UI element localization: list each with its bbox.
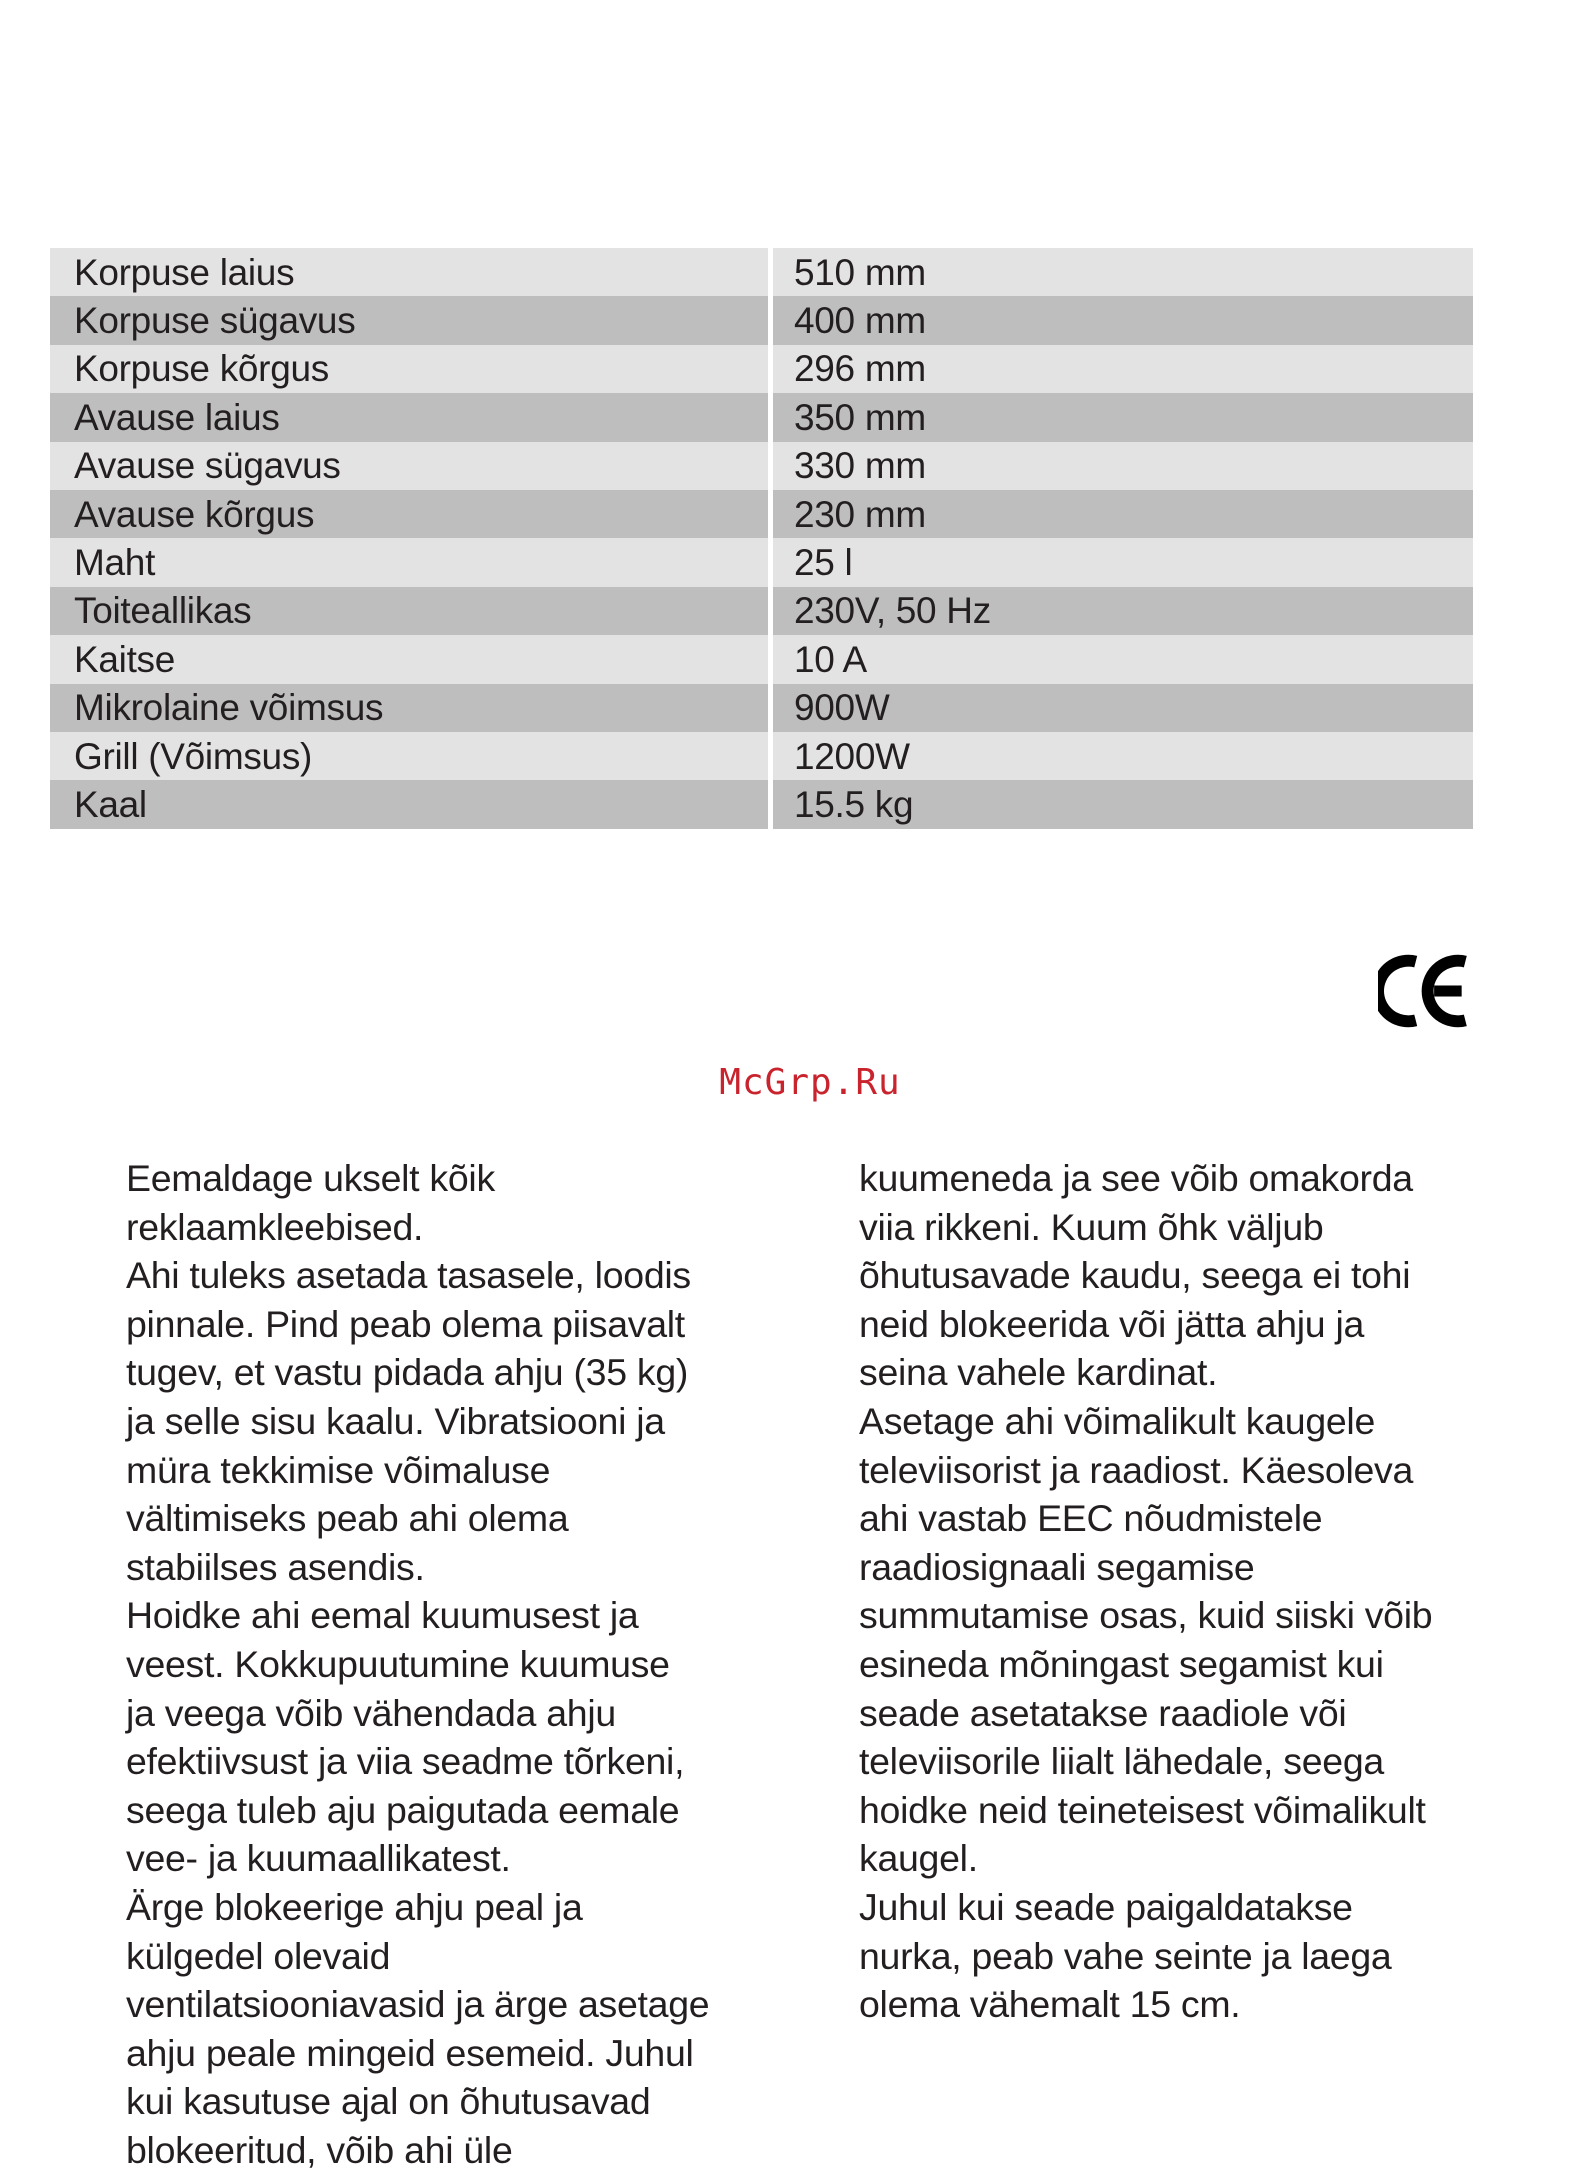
spec-label: Korpuse sügavus: [50, 296, 768, 344]
text-line: kaugel.: [859, 1837, 978, 1880]
spec-label: Korpuse laius: [50, 248, 768, 296]
text-line: ahju peale mingeid esemeid. Juhul: [126, 2031, 694, 2074]
text-line: hoidke neid teineteisest võimalikult: [859, 1788, 1426, 1831]
text-line: külgedel olevaid: [126, 1934, 391, 1977]
spec-row: [50, 296, 1473, 344]
spec-value: 900W: [773, 684, 1473, 732]
text-line: seade asetatakse raadiole või: [859, 1691, 1347, 1734]
text-line: õhutusavade kaudu, seega ei tohi: [859, 1254, 1411, 1297]
watermark: McGrp.Ru: [719, 1062, 901, 1103]
spec-label: Toiteallikas: [50, 587, 768, 635]
text-line: neid blokeerida või jätta ahju ja: [859, 1302, 1365, 1345]
paragraph: [859, 1397, 1499, 1883]
text-line: kui kasutuse ajal on õhutusavad: [126, 2080, 651, 2123]
text-line: vee- ja kuumaallikatest.: [126, 1837, 511, 1880]
spec-value: 15.5 kg: [773, 780, 1473, 828]
text-line: ja veega võib vähendada ahju: [126, 1691, 616, 1734]
text-line: blokeeritud, võib ahi üle: [126, 2128, 513, 2171]
spec-row: [50, 490, 1473, 538]
paragraph: [126, 1883, 766, 2174]
spec-row: [50, 587, 1473, 635]
spec-row: [50, 684, 1473, 732]
text-line: televiisorile liialt lähedale, seega: [859, 1740, 1384, 1783]
text-line: vältimiseks peab ahi olema: [126, 1497, 569, 1540]
paragraph: [126, 1591, 766, 1883]
spec-label: Avause sügavus: [50, 442, 768, 490]
paragraph: [859, 1883, 1499, 2029]
spec-label: Maht: [50, 538, 768, 586]
text-line: efektiivsust ja viia seadme tõrkeni,: [126, 1740, 685, 1783]
spec-row: [50, 635, 1473, 683]
spec-value: 510 mm: [773, 248, 1473, 296]
spec-value: 25 l: [773, 538, 1473, 586]
text-line: stabiilses asendis.: [126, 1545, 425, 1588]
text-line: Juhul kui seade paigaldatakse: [859, 1885, 1353, 1928]
text-line: summutamise osas, kuid siiski võib: [859, 1594, 1433, 1637]
ce-mark-icon: [1378, 946, 1470, 1036]
spec-value: 330 mm: [773, 442, 1473, 490]
text-line: ahi vastab EEC nõudmistele: [859, 1497, 1323, 1540]
text-line: müra tekkimise võimaluse: [126, 1448, 551, 1491]
specifications-table: [50, 248, 1473, 829]
text-line: reklaamkleebised.: [126, 1205, 424, 1248]
text-line: olema vähemalt 15 cm.: [859, 1983, 1241, 2026]
paragraph: [859, 1154, 1499, 1397]
spec-row: [50, 345, 1473, 393]
spec-value: 10 A: [773, 635, 1473, 683]
spec-value: 350 mm: [773, 393, 1473, 441]
text-line: Hoidke ahi eemal kuumusest ja: [126, 1594, 639, 1637]
paragraph: [126, 1251, 766, 1591]
spec-value: 230 mm: [773, 490, 1473, 538]
text-line: Asetage ahi võimalikult kaugele: [859, 1399, 1376, 1442]
spec-label: Grill (Võimsus): [50, 732, 768, 780]
text-line: veest. Kokkupuutumine kuumuse: [126, 1642, 670, 1685]
spec-label: Avause laius: [50, 393, 768, 441]
instructions-left-column: [126, 1154, 766, 2174]
spec-value: 1200W: [773, 732, 1473, 780]
text-line: ventilatsiooniavasid ja ärge asetage: [126, 1983, 710, 2026]
spec-row: [50, 248, 1473, 296]
text-line: televiisorist ja raadiost. Käesoleva: [859, 1448, 1414, 1491]
text-line: viia rikkeni. Kuum õhk väljub: [859, 1205, 1324, 1248]
text-line: seina vahele kardinat.: [859, 1351, 1218, 1394]
spec-row: [50, 732, 1473, 780]
paragraph: [126, 1154, 766, 1251]
text-line: esineda mõningast segamist kui: [859, 1642, 1384, 1685]
instructions-right-column: [859, 1154, 1499, 2029]
text-line: Ahi tuleks asetada tasasele, loodis: [126, 1254, 691, 1297]
spec-row: [50, 393, 1473, 441]
text-line: raadiosignaali segamise: [859, 1545, 1255, 1588]
text-line: tugev, et vastu pidada ahju (35 kg): [126, 1351, 689, 1394]
spec-row: [50, 538, 1473, 586]
text-line: nurka, peab vahe seinte ja laega: [859, 1934, 1392, 1977]
spec-label: Mikrolaine võimsus: [50, 684, 768, 732]
spec-value: 400 mm: [773, 296, 1473, 344]
spec-label: Korpuse kõrgus: [50, 345, 768, 393]
spec-row: [50, 442, 1473, 490]
text-line: ja selle sisu kaalu. Vibratsiooni ja: [126, 1399, 665, 1442]
spec-value: 296 mm: [773, 345, 1473, 393]
text-line: pinnale. Pind peab olema piisavalt: [126, 1302, 685, 1345]
text-line: Ärge blokeerige ahju peal ja: [126, 1885, 583, 1928]
spec-row: [50, 780, 1473, 828]
text-line: seega tuleb aju paigutada eemale: [126, 1788, 680, 1831]
spec-label: Kaal: [50, 780, 768, 828]
spec-value: 230V, 50 Hz: [773, 587, 1473, 635]
spec-label: Avause kõrgus: [50, 490, 768, 538]
spec-label: Kaitse: [50, 635, 768, 683]
text-line: kuumeneda ja see võib omakorda: [859, 1157, 1413, 1199]
text-line: Eemaldage ukselt kõik: [126, 1157, 495, 1199]
